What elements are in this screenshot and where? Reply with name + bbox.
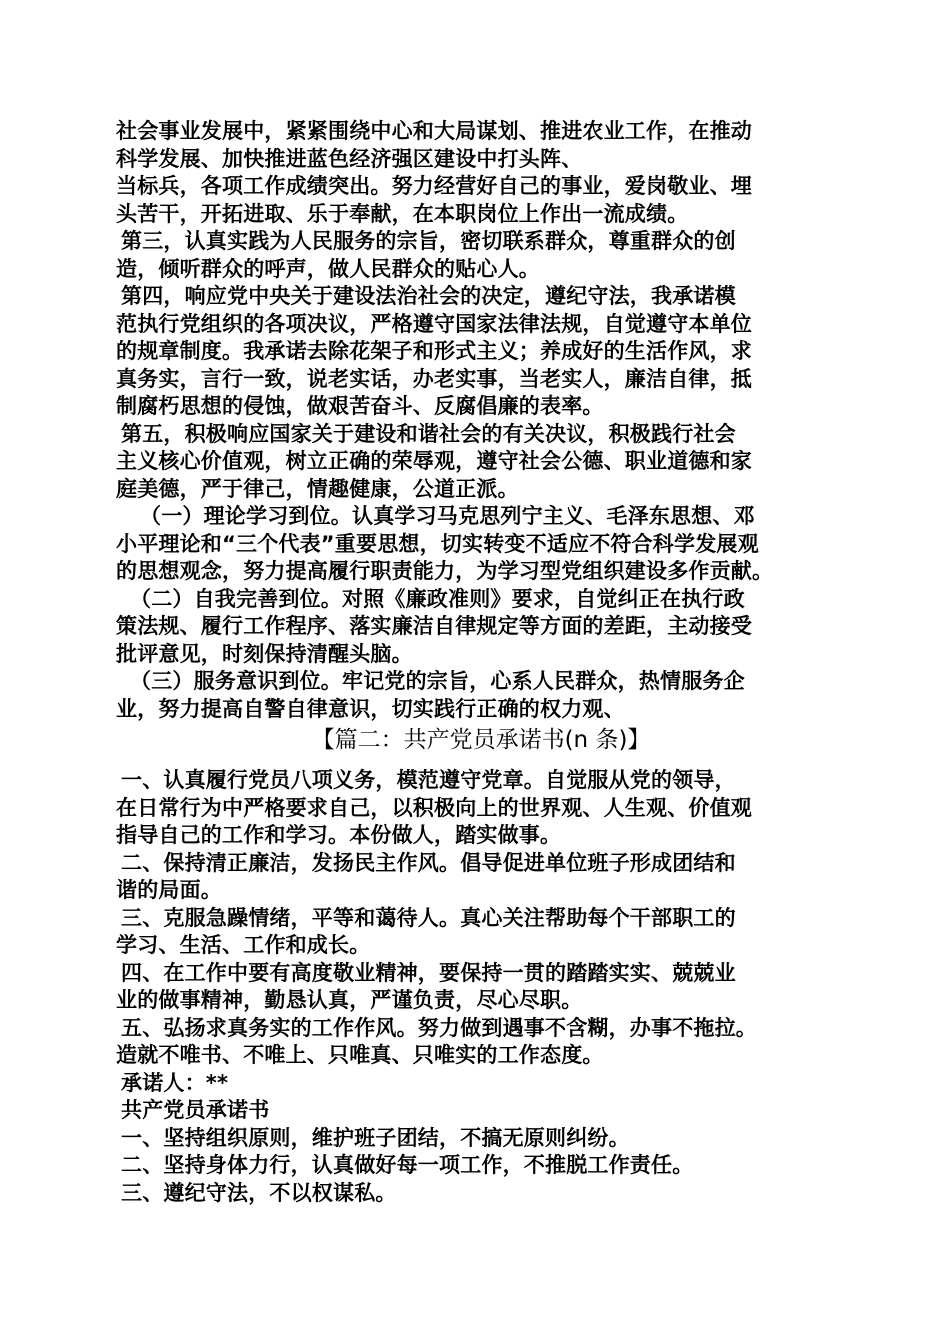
- paragraph-line: 二、保持清正廉洁，发扬民主作风。倡导促进单位班子形成团结和: [121, 850, 736, 875]
- paragraph-line: 三、克服急躁情绪，平等和蔼待人。真心关注帮助每个干部职工的: [121, 905, 736, 930]
- paragraph-line: 五、弘扬求真务实的工作作风。努力做到遇事不含糊，办事不拖拉。: [121, 1015, 757, 1040]
- paragraph-line: （三）服务意识到位。牢记党的宗旨，心系人民群众，热情服务企: [130, 669, 745, 693]
- paragraph-line: 的规章制度。我承诺去除花架子和形式主义；养成好的生活作风，求: [116, 339, 752, 363]
- paragraph-line: 一、认真履行党员八项义务，模范遵守党章。自觉服从党的领导，: [121, 768, 736, 792]
- paragraph-line: 第三，认真实践为人民服务的宗旨，密切联系群众，尊重群众的创: [121, 229, 736, 253]
- paragraph-line: 学习、生活、工作和成长。: [116, 933, 371, 957]
- paragraph-line: 策法规、履行工作程序、落实廉洁自律规定等方面的差距，主动接受: [116, 614, 752, 638]
- paragraph-line: 范执行党组织的各项决议，严格遵守国家法律法规，自觉遵守本单位: [116, 311, 752, 336]
- paragraph-line: 的思想观念，努力提高履行职责能力，为学习型党组织建设多作贡献。: [116, 559, 774, 583]
- commitment-continuation: [116, 118, 846, 723]
- paragraph-line: （一）理论学习到位。认真学习马克思列宁主义、毛泽东思想、邓: [140, 504, 755, 528]
- paragraph-line: 当标兵，各项工作成绩突出。努力经营好自己的事业，爱岗敬业、埋: [116, 174, 752, 198]
- paragraph-line: （二）自我完善到位。对照《廉政准则》要求，自觉纠正在执行政: [130, 586, 745, 611]
- subheading-line: 共产党员承诺书: [121, 1098, 270, 1122]
- paragraph-line: 四、在工作中要有高度敬业精神，要保持一贯的踏踏实实、兢兢业: [121, 960, 736, 985]
- paragraph-line: 科学发展、加快推进蓝色经济强区建设中打头阵、: [116, 146, 583, 171]
- paragraph-line: 三、遵纪守法，不以权谋私。: [121, 1180, 397, 1205]
- commitment-list: [116, 767, 846, 1207]
- paragraph-line: 业的做事精神，勤恳认真，严谨负责，尽心尽职。: [116, 988, 583, 1012]
- paragraph-line: 造，倾听群众的呼声，做人民群众的贴心人。: [116, 256, 540, 281]
- paragraph-line: 第五，积极响应国家关于建设和谐社会的有关决议，积极践行社会: [121, 421, 736, 446]
- document-body: [116, 118, 846, 1207]
- paragraph-line: 在日常行为中严格要求自己，以积极向上的世界观、人生观、价值观: [116, 795, 752, 820]
- paragraph-line: 真务实，言行一致，说老实话，办老实事，当老实人，廉洁自律，抵: [116, 366, 752, 391]
- paragraph-line: 主义核心价值观，树立正确的荣辱观，遵守社会公德、职业道德和家: [116, 449, 752, 473]
- paragraph-line: 指导自己的工作和学习。本份做人，踏实做事。: [116, 823, 562, 847]
- paragraph-line: 小平理论和“三个代表”重要思想，切实转变不适应不符合科学发展观: [116, 531, 759, 556]
- paragraph-line: 第四，响应党中央关于建设法治社会的决定，遵纪守法，我承诺模: [121, 284, 736, 308]
- section-heading: 【篇二：共产党员承诺书(n 条)】: [311, 727, 651, 753]
- paragraph-line: 庭美德，严于律己，情趣健康，公道正派。: [116, 476, 519, 501]
- paragraph-line: 造就不唯书、不唯上、只唯真、只唯实的工作态度。: [116, 1043, 604, 1067]
- paragraph-line: 业，努力提高自警自律意识，切实践行正确的权力观、: [116, 696, 625, 721]
- paragraph-line: 头苦干，开拓进取、乐于奉献，在本职岗位上作出一流成绩。: [116, 201, 689, 226]
- paragraph-line: 批评意见，时刻保持清醒头脑。: [116, 641, 413, 666]
- paragraph-line: 谐的局面。: [116, 878, 222, 902]
- paragraph-line: 社会事业发展中，紧紧围绕中心和大局谋划、推进农业工作，在推动: [116, 119, 752, 143]
- paragraph-line: 一、坚持组织原则，维护班子团结，不搞无原则纠纷。: [121, 1125, 630, 1150]
- paragraph-line: 二、坚持身体力行，认真做好每一项工作，不推脱工作责任。: [121, 1153, 694, 1177]
- signatory-line: 承诺人：**: [121, 1070, 229, 1095]
- paragraph-line: 制腐朽思想的侵蚀，做艰苦奋斗、反腐倡廉的表率。: [116, 394, 604, 418]
